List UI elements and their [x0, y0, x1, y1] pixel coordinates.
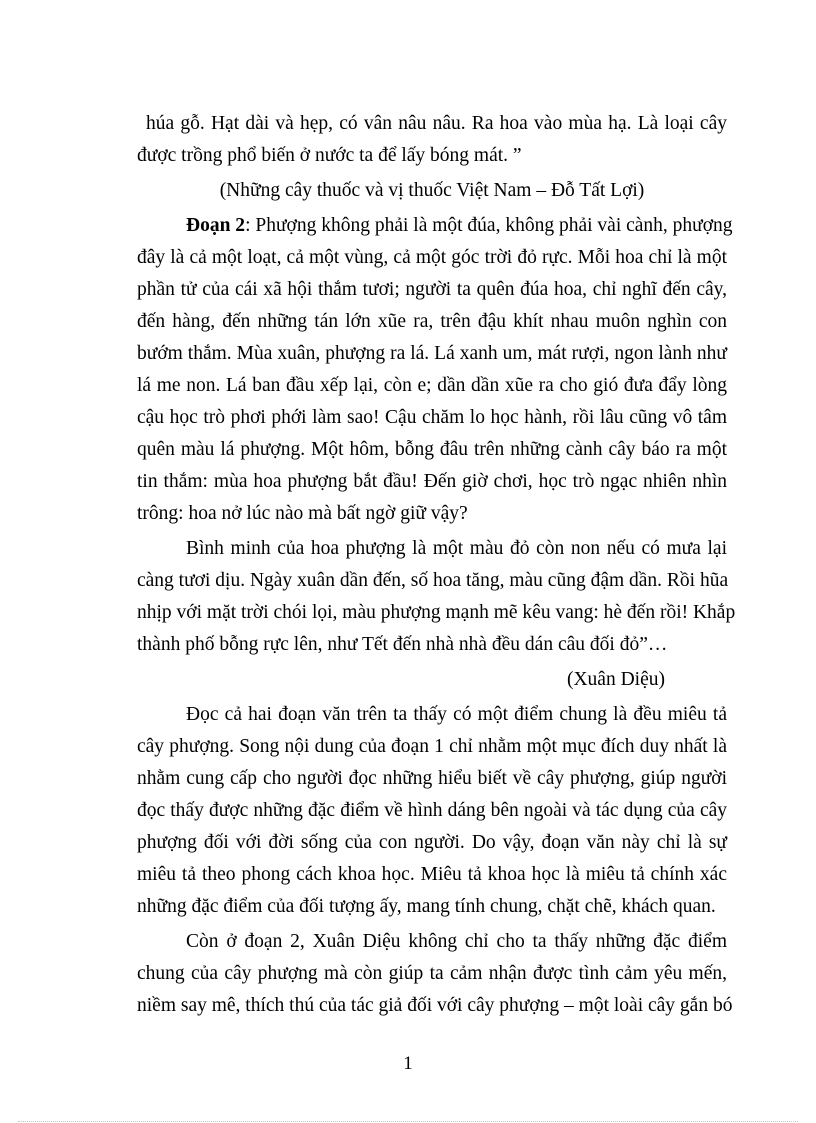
paragraph-4-line: nhằm cung cấp cho người đọc những hiểu biết về cây phượng, giúp người — [137, 768, 727, 789]
paragraph-2-line: tin thắm: mùa hoa phượng bắt đầu! Đến giờ chơi, học trò ngạc nhiên nhìn — [137, 471, 727, 492]
document-body — [137, 108, 736, 1022]
citation-source: (Những cây thuốc và vị thuốc Việt Nam – Đỗ Tất Lợi) — [219, 180, 645, 201]
paragraph-2-first-line — [137, 210, 733, 242]
page-bottom-border — [18, 1121, 798, 1122]
paragraph-3-line: nhịp với mặt trời chói lọi, màu phượng mạnh mẽ kêu vang: hè đến rồi! Khắp — [137, 602, 736, 623]
paragraph-2-line: quên màu lá phượng. Một hôm, bỗng đâu trên những cành cây báo ra một — [137, 439, 727, 460]
citation-author: (Xuân Diệu) — [566, 669, 665, 690]
intro-line: húa gỗ. Hạt dài và hẹp, có vân nâu nâu. Ra hoa vào mùa hạ. Là loại cây — [146, 113, 727, 134]
paragraph-4-line: phượng đối với đời sống của con người. Do vậy, đoạn văn này chỉ là sự — [137, 832, 727, 853]
paragraph-2-line: đây là cả một loạt, cả một vùng, cả một góc trời đỏ rực. Mỗi hoa chỉ là một — [137, 247, 727, 268]
paragraph-3-line: Bình minh của hoa phượng là một màu đỏ còn non nếu có mưa lại — [186, 538, 727, 559]
paragraph-4-line: cây phượng. Song nội dung của đoạn 1 chỉ nhằm một mục đích duy nhất là — [137, 736, 727, 757]
paragraph-2-first-line-text: : Phượng không phải là một đúa, không phải vài cành, phượng — [245, 215, 733, 236]
paragraph-2-line: lá me non. Lá ban đầu xếp lại, còn e; dần dần xũe ra cho gió đưa đẩy lòng — [137, 375, 727, 396]
intro-line: được trồng phổ biến ở nước ta để lấy bóng mát. ” — [137, 145, 522, 166]
paragraph-5-line: Còn ở đoạn 2, Xuân Diệu không chỉ cho ta thấy những đặc điểm — [186, 931, 727, 952]
paragraph-2-line: bướm thắm. Mùa xuân, phượng ra lá. Lá xanh um, mát rượi, ngon lành như — [137, 343, 727, 364]
paragraph-4-line: những đặc điểm của đối tượng ấy, mang tính chung, chặt chẽ, khách quan. — [137, 896, 716, 917]
paragraph-4-line: miêu tả theo phong cách khoa học. Miêu tả khoa học là miêu tả chính xác — [137, 864, 727, 885]
paragraph-2-line: trông: hoa nở lúc nào mà bất ngờ giữ vậy? — [137, 503, 468, 524]
paragraph-5-line: chung của cây phượng mà còn giúp ta cảm nhận được tình cảm yêu mến, — [137, 963, 727, 984]
paragraph-2-line: phần tử của cái xã hội thắm tươi; người ta quên đúa hoa, chỉ nghĩ đến cây, — [137, 279, 727, 300]
paragraph-5-line: niềm say mê, thích thú của tác giả đối với cây phượng – một loài cây gắn bó — [137, 995, 733, 1016]
paragraph-4-line: Đọc cả hai đoạn văn trên ta thấy có một điểm chung là đều miêu tả — [186, 704, 727, 725]
page-number: 1 — [403, 1053, 413, 1074]
passage-label: Đoạn 2 — [186, 215, 246, 236]
paragraph-3-line: thành phố bỗng rực lên, như Tết đến nhà nhà đều dán câu đối đỏ”… — [137, 634, 668, 655]
paragraph-2-line: cậu học trò phơi phới làm sao! Cậu chăm lo học hành, rồi lâu cũng vô tâm — [137, 407, 727, 428]
paragraph-3-line: càng tươi dịu. Ngày xuân dần đến, số hoa tăng, màu cũng đậm dần. Rồi hũa — [137, 570, 729, 591]
paragraph-4-line: đọc thấy được những đặc điểm về hình dáng bên ngoài và tác dụng của cây — [137, 800, 727, 821]
paragraph-2-line: đến hàng, đến những tán lớn xũe ra, trên đậu khít nhau muôn nghìn con — [137, 311, 727, 332]
